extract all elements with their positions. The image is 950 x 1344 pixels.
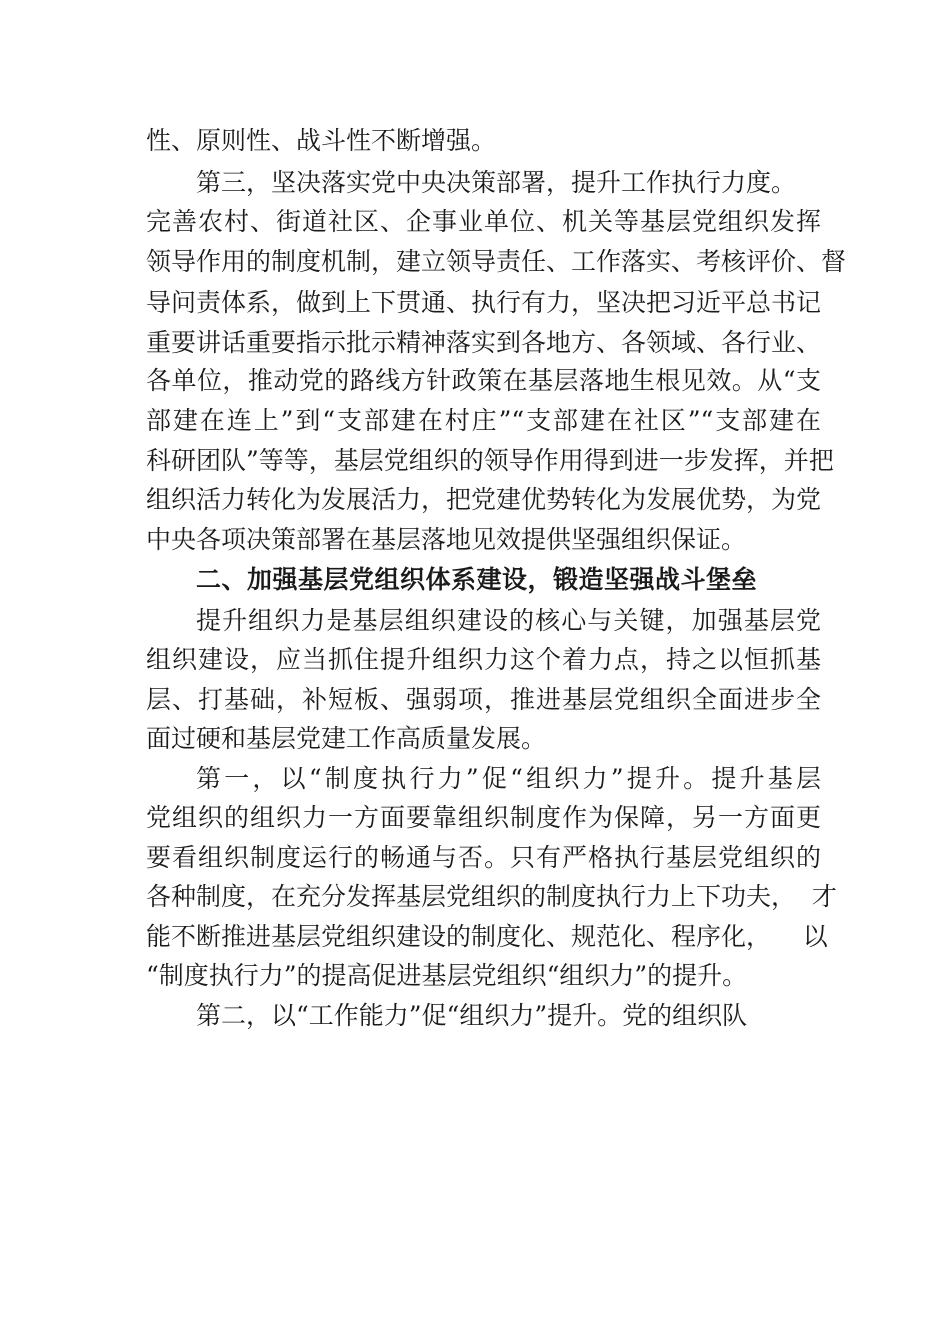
text-line: “制度执行力”的提高促进基层党组织“组织力”的提升。 [146,961,748,990]
text-line: 组织活力转化为发展活力，把党建优势转化为发展优势，为党 [146,485,822,514]
text-line: 各种制度，在充分发挥基层党组织的制度执行力上下功夫， 才 [146,882,837,911]
text-line: 第二，以“工作能力”促“组织力”提升。党的组织队 [196,1001,748,1030]
text-line: 要看组织制度运行的畅通与否。只有严格执行基层党组织的 [146,843,821,872]
text-line: 性、原则性、战斗性不断增强。 [146,126,497,155]
text-line: 领导作用的制度机制，建立领导责任、工作落实、考核评价、督 [146,247,847,276]
text-line: 党组织的组织力一方面要靠组织制度作为保障，另一方面更 [146,803,821,832]
text-line: 第一，以“制度执行力”促“组织力”提升。提升基层 [196,764,821,793]
text-line: 提升组织力是基层组织建设的核心与关键，加强基层党 [196,606,821,635]
text-line: 重要讲话重要指示批示精神落实到各地方、各领域、各行业、 [146,328,822,357]
text-line: 中央各项决策部署在基层落地见效提供坚强组织保证。 [146,525,747,554]
text-line: 组织建设，应当抓住提升组织力这个着力点，持之以恒抓基 [146,645,821,674]
text-line: 导问责体系，做到上下贯通、执行有力，坚决把习近平总书记 [146,288,822,317]
text-line: 科研团队”等等，基层党组织的领导作用得到进一步发挥，并把 [146,446,834,475]
text-line: 部建在连上”到“支部建在村庄”“支部建在社区”“支部建在 [146,406,821,435]
text-line: 面过硬和基层党建工作高质量发展。 [146,724,547,753]
text-line: 完善农村、街道社区、企事业单位、机关等基层党组织发挥 [146,207,821,236]
text-line: 能不断推进基层党组织建设的制度化、规范化、程序化， 以 [146,922,828,951]
text-line: 各单位，推动党的路线方针政策在基层落地生根见效。从“支 [146,366,821,395]
section-heading: 二、加强基层党组织体系建设，锻造坚强战斗堡垒 [196,565,758,594]
text-line: 第三，坚决落实党中央决策部署，提升工作执行力度。 [196,168,797,197]
text-line: 层、打基础，补短板、强弱项，推进基层党组织全面进步全 [146,685,821,714]
